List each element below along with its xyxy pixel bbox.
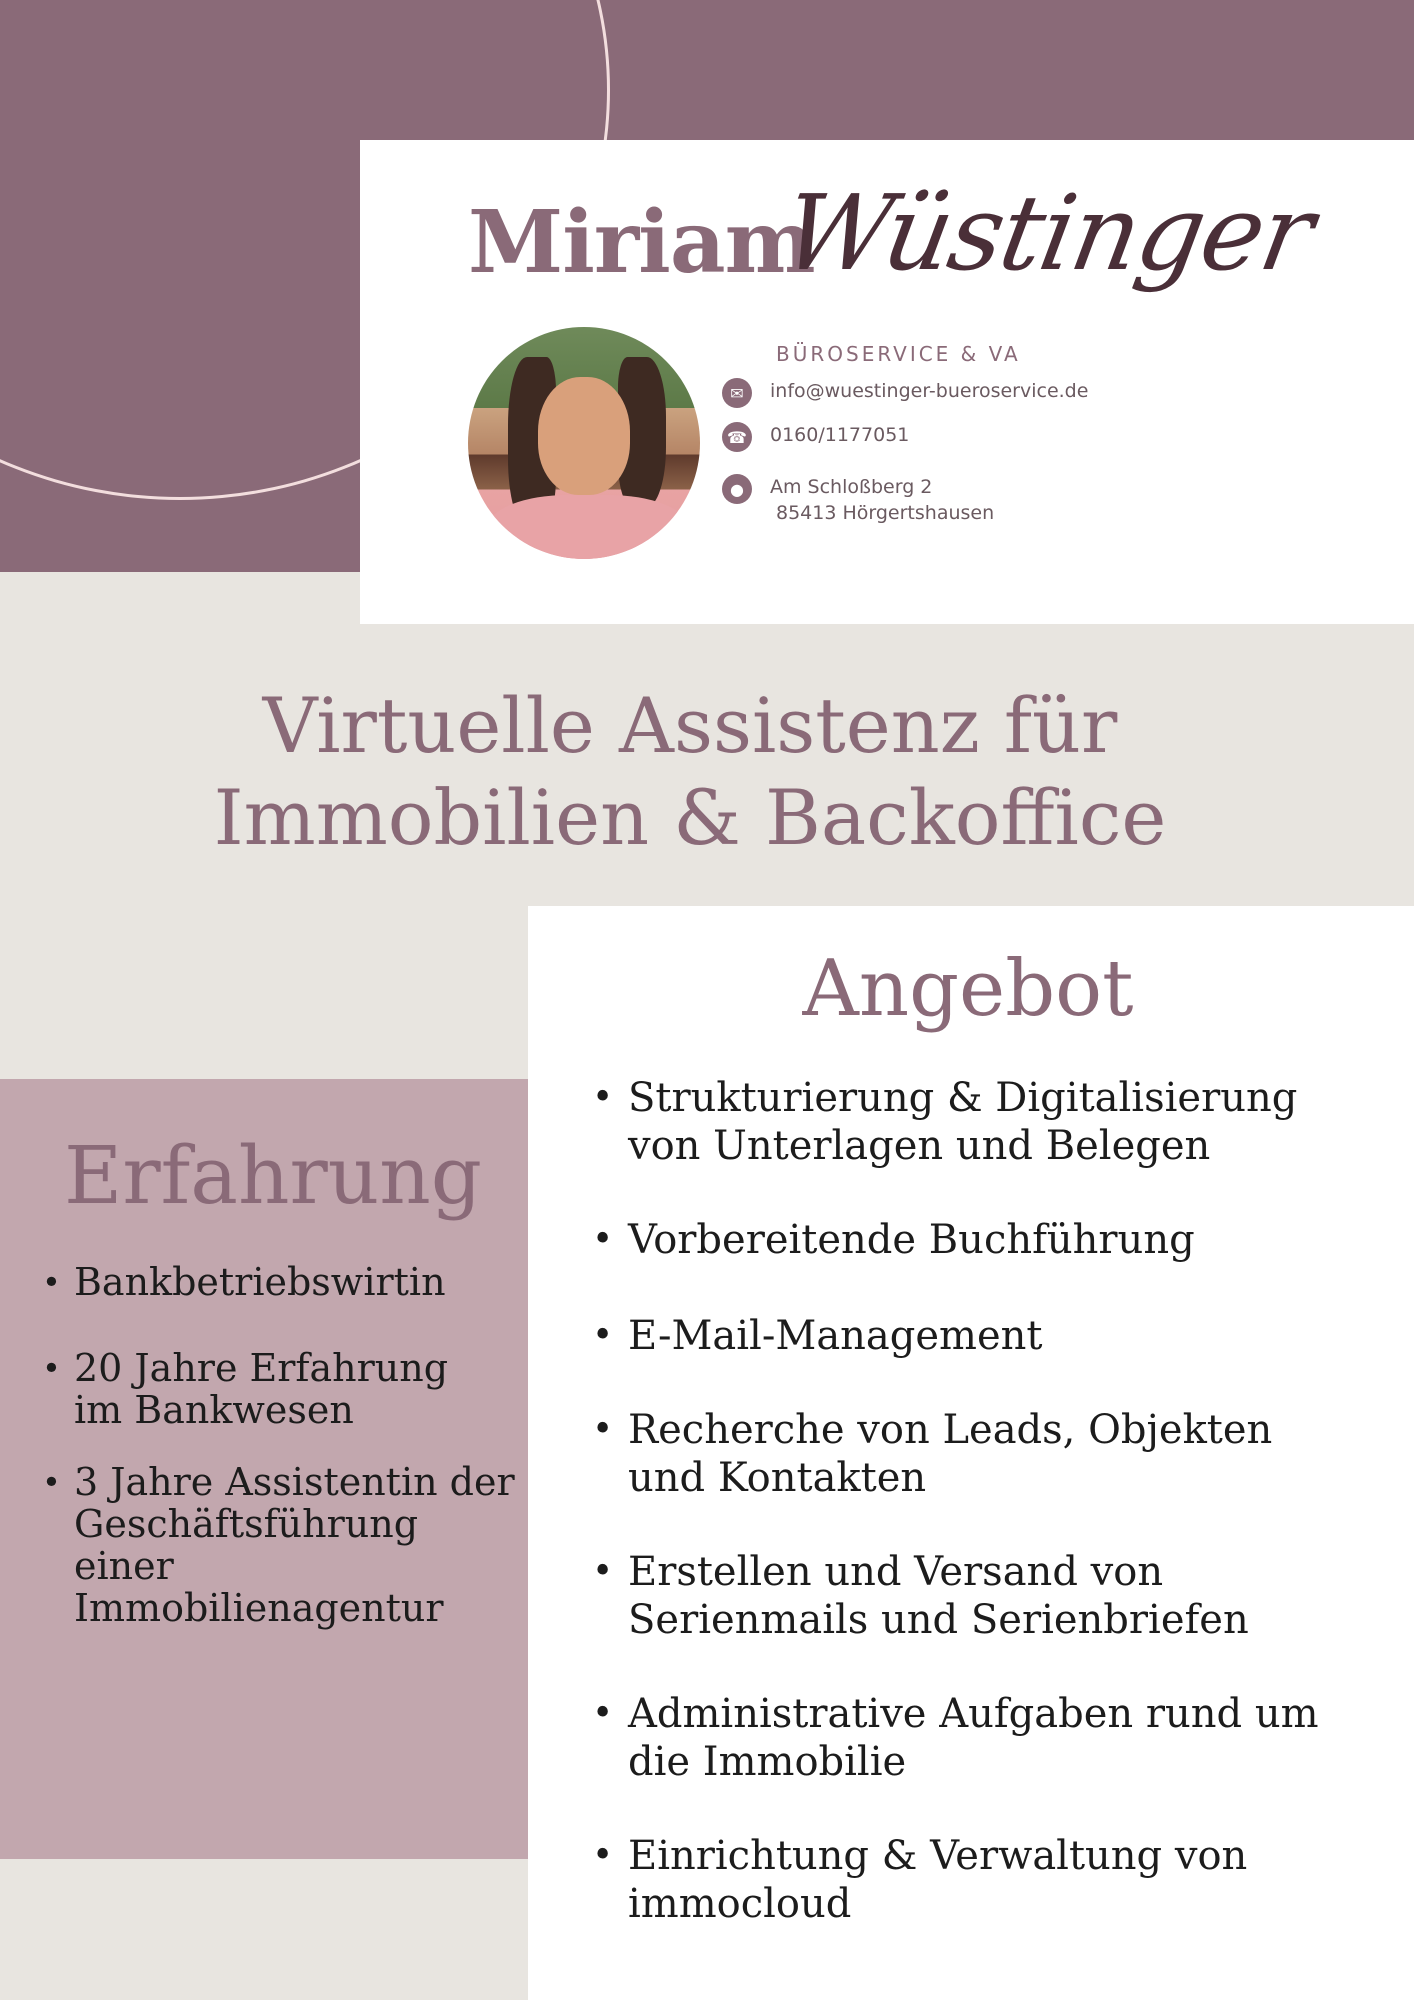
experience-item: • 20 Jahre Erfahrung im Bankwesen: [74, 1347, 524, 1431]
contact-address-text: [770, 474, 994, 526]
experience-item: • 3 Jahre Assistentin der Geschäftsführung einer Immobilienagentur: [74, 1461, 524, 1629]
offer-item: • Erstellen und Versand von Serienmails und Serienbriefen: [628, 1548, 1358, 1644]
brand-tagline: BÜROSERVICE & VA: [776, 342, 1021, 366]
offer-title: Angebot: [802, 944, 1134, 1034]
experience-panel: [0, 1079, 528, 1859]
headline-line-2: Immobilien & Backoffice: [213, 773, 1167, 862]
page-headline: [0, 680, 1380, 864]
offer-item: • Einrichtung & Verwaltung von immocloud: [628, 1832, 1358, 1928]
offer-item: • Vorbereitende Buchführung: [628, 1216, 1358, 1264]
contact-email-text[interactable]: info@wuestinger-bueroservice.de: [770, 380, 1089, 402]
business-card: [360, 140, 1414, 624]
phone-icon: ☎: [722, 422, 752, 452]
offer-list: [628, 1074, 1358, 1928]
brand-last-name: Wüstinger: [774, 172, 1321, 294]
contact-phone-text[interactable]: 0160/1177051: [770, 424, 910, 446]
brand-first-name: Miriam: [468, 192, 815, 293]
offer-item: • Administrative Aufgaben rund um die Immobilie: [628, 1690, 1358, 1786]
address-line-2: 85413 Hörgertshausen: [776, 502, 995, 524]
contact-email: [722, 378, 1088, 408]
offer-item: • E-Mail-Management: [628, 1312, 1358, 1360]
offer-panel: [528, 906, 1414, 2000]
experience-title: Erfahrung: [64, 1129, 482, 1222]
email-icon: ✉: [722, 378, 752, 408]
headline-line-1: Virtuelle Assistenz für: [262, 681, 1118, 770]
offer-item: • Recherche von Leads, Objekten und Kontakten: [628, 1406, 1358, 1502]
experience-item: • Bankbetriebswirtin: [74, 1261, 524, 1303]
location-icon: ●: [722, 474, 752, 504]
profile-photo: [468, 327, 700, 559]
contact-address: [722, 474, 994, 526]
offer-item: • Strukturierung & Digitalisierung von Unterlagen und Belegen: [628, 1074, 1358, 1170]
experience-list: [74, 1261, 524, 1629]
contact-phone: [722, 422, 909, 452]
address-line-1: Am Schloßberg 2: [770, 476, 933, 498]
